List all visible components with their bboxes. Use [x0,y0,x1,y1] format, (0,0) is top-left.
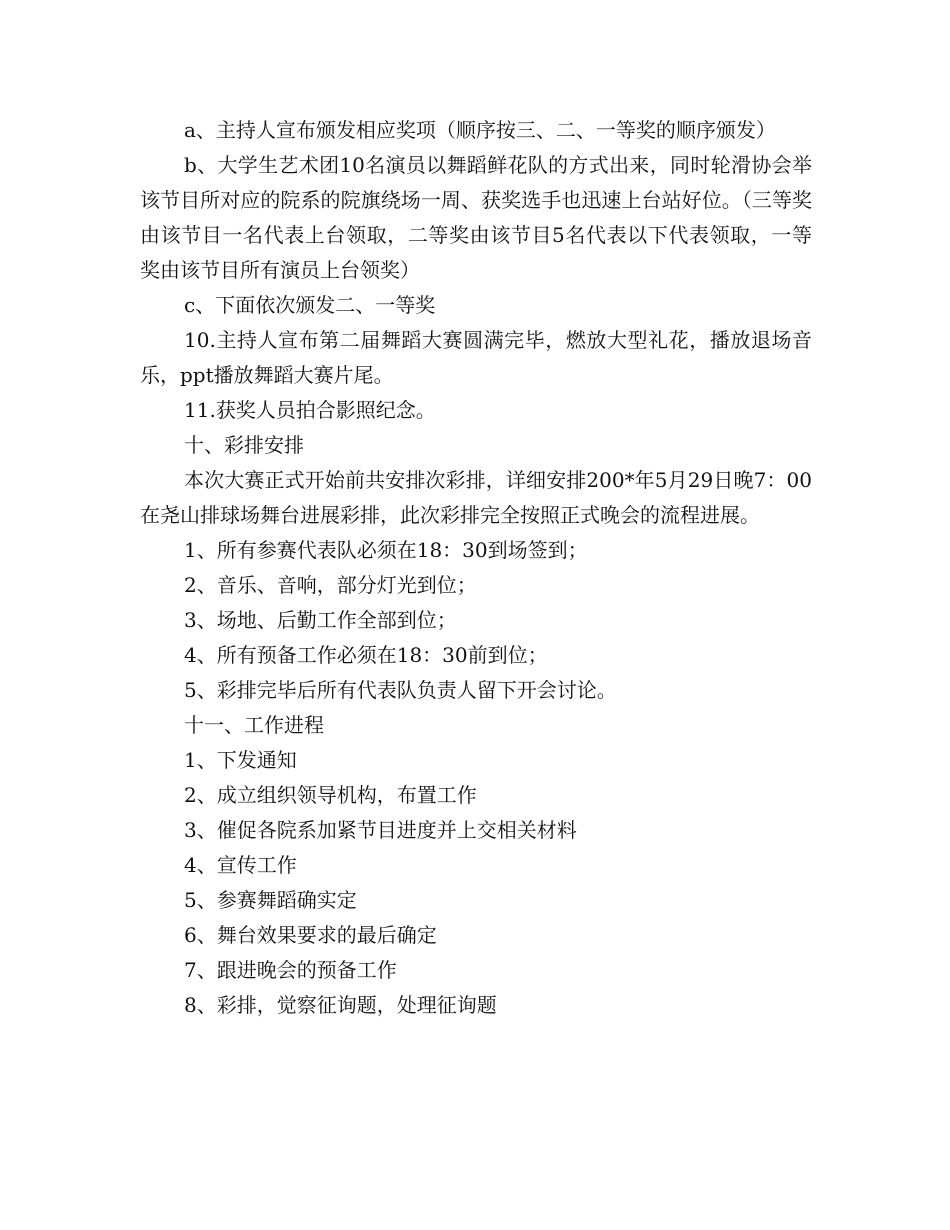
rehearsal-schedule-paragraph: 本次大赛正式开始前共安排次彩排，详细安排200*年5月29日晚7：00在尧山排球场舞台进展彩排，此次彩排完全按照正式晚会的流程进展。 [140,468,812,527]
rehearsal-item-3: 3、场地、后勤工作全部到位； [184,608,457,632]
award-order-paragraph: c、下面依次颁发二、一等奖 [184,293,436,317]
work-progress-heading: 十一、工作进程 [184,713,324,737]
rehearsal-heading: 十、彩排安排 [184,433,304,457]
rehearsal-item-5: 5、彩排完毕后所有代表队负责人留下开会讨论。 [184,678,617,702]
document-body [140,113,812,1023]
work-item-8: 8、彩排，觉察征询题，处理征询题 [184,993,497,1017]
rehearsal-item-2: 2、音乐、音响，部分灯光到位； [184,573,477,597]
rehearsal-item-1: 1、所有参赛代表队必须在18：30到场签到； [184,538,588,562]
group-photo-paragraph: 11.获奖人员拍合影照纪念。 [184,398,436,422]
work-item-3: 3、催促各院系加紧节目进度并上交相关材料 [184,818,577,842]
award-ceremony-paragraph: b、大学生艺术团10名演员以舞蹈鲜花队的方式出来，同时轮滑协会举该节目所对应的院系的院旗绕场一周、获奖选手也迅速上台站好位。（三等奖由该节目一名代表上台领取，二等奖由该节目5名代表以下代表领取，一等奖由该节目所有演员上台领奖） [140,153,812,282]
work-item-5: 5、参赛舞蹈确实定 [184,888,357,912]
work-item-6: 6、舞台效果要求的最后确定 [184,923,437,947]
award-announcement-paragraph: a、主持人宣布颁发相应奖项（顺序按三、二、一等奖的顺序颁发） [184,118,776,142]
work-item-4: 4、宣传工作 [184,853,297,877]
work-item-7: 7、跟进晚会的预备工作 [184,958,397,982]
work-item-1: 1、下发通知 [184,748,297,772]
closing-paragraph: 10.主持人宣布第二届舞蹈大赛圆满完毕，燃放大型礼花，播放退场音乐，ppt播放舞蹈大赛片尾。 [140,328,812,387]
work-item-2: 2、成立组织领导机构，布置工作 [184,783,477,807]
rehearsal-item-4: 4、所有预备工作必须在18：30前到位； [184,643,548,667]
